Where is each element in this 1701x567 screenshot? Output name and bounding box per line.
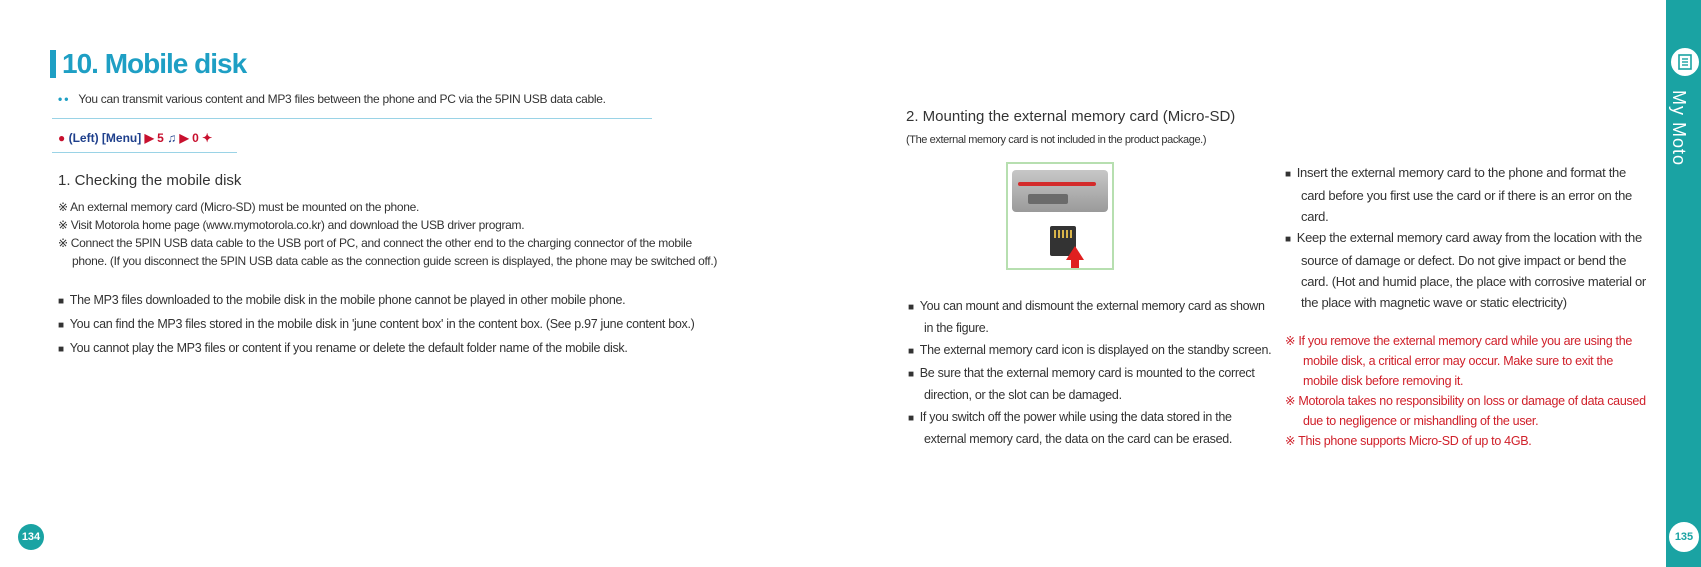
insert-arrow-stem bbox=[1071, 258, 1079, 268]
note-item: ※ Connect the 5PIN USB data cable to the USB port of PC, and connect the other end to the charging connector of the mobile bbox=[58, 236, 692, 250]
section-note: (The external memory card is not included in the product package.) bbox=[906, 134, 1207, 146]
bullet-item: ■ The external memory card icon is displayed on the standby screen. bbox=[908, 340, 1273, 362]
warning-item: ※ Motorola takes no responsibility on loss or damage of data caused due to negligence or mishandling of the user. bbox=[1285, 394, 1646, 428]
arrow-right-icon: ▶ bbox=[144, 131, 154, 145]
menu-path-step2: 0 bbox=[192, 131, 199, 145]
side-tab bbox=[1666, 0, 1701, 567]
divider-menu bbox=[52, 152, 237, 153]
card-notes-column bbox=[1285, 162, 1647, 451]
disk-icon: ✦ bbox=[202, 131, 213, 145]
phone-stripe bbox=[1018, 182, 1096, 186]
bullet-item: ■ You cannot play the MP3 files or content if you rename or delete the default folder name of the mobile disk. bbox=[58, 337, 798, 361]
card-slot bbox=[1028, 194, 1068, 204]
card-contacts bbox=[1054, 230, 1072, 238]
notes-block bbox=[58, 198, 798, 270]
phone-image bbox=[1012, 170, 1108, 212]
title-accent-bar bbox=[50, 50, 56, 78]
note-item: ※ Visit Motorola home page (www.mymotorola.co.kr) and download the USB driver program. bbox=[58, 218, 525, 232]
menu-path-step1: 5 bbox=[157, 131, 164, 145]
menu-path-start: (Left) [Menu] bbox=[68, 131, 142, 145]
page-title: 10. Mobile disk bbox=[62, 48, 247, 79]
bullet-item: ■ Be sure that the external memory card is mounted to the correct direction, or the slot can be damaged. bbox=[908, 363, 1273, 406]
red-dot-icon: ● bbox=[58, 131, 66, 145]
music-icon: ♫ bbox=[167, 131, 177, 145]
bullet-item: ■ You can find the MP3 files stored in the mobile disk in 'june content box' in the content box. (See p.97 june content box.) bbox=[58, 313, 798, 337]
page-number-left: 134 bbox=[18, 524, 44, 550]
menu-path bbox=[58, 131, 212, 145]
spacer bbox=[1285, 313, 1647, 331]
intro-text: You can transmit various content and MP3 files between the phone and PC via the 5PIN USB data cable. bbox=[78, 92, 606, 106]
warning-item: ※ If you remove the external memory card while you are using the mobile disk, a critical error may occur. Make sure to exit the mobile disk before removing it. bbox=[1285, 334, 1632, 388]
bullet-item: ■ Keep the external memory card away from the location with the source of damage or defect. Do not give impact or bend the card. (Hot and humid place, the place with corrosive material or the place with magnetic wave or static electricity) bbox=[1285, 227, 1647, 313]
warning-item: ※ This phone supports Micro-SD of up to 4GB. bbox=[1285, 434, 1532, 448]
note-item: phone. (If you disconnect the 5PIN USB data cable as the connection guide screen is displayed, the phone may be switched off.) bbox=[72, 254, 718, 268]
bullet-item: ■ Insert the external memory card to the phone and format the card before you first use the card or if there is an error on the card. bbox=[1285, 162, 1647, 227]
divider-top bbox=[52, 118, 652, 119]
memory-card-figure bbox=[1006, 162, 1114, 270]
mount-bullets bbox=[908, 296, 1273, 451]
bullet-item: ■ The MP3 files downloaded to the mobile disk in the mobile phone cannot be played in other mobile phone. bbox=[58, 289, 798, 313]
bullets-block bbox=[58, 289, 798, 361]
note-item: ※ An external memory card (Micro-SD) must be mounted on the phone. bbox=[58, 200, 420, 214]
page-number-right: 135 bbox=[1669, 522, 1699, 552]
section-title-checking: 1. Checking the mobile disk bbox=[58, 172, 242, 189]
side-tab-label: My Moto bbox=[1669, 90, 1689, 167]
intro-line bbox=[58, 92, 606, 106]
bullet-item: ■ If you switch off the power while using the data stored in the external memory card, the data on the card can be erased. bbox=[908, 407, 1273, 450]
arrow-right-icon: ▶ bbox=[179, 131, 189, 145]
bullet-dots-icon: •• bbox=[58, 92, 71, 106]
section-title-mounting: 2. Mounting the external memory card (Micro-SD) bbox=[906, 108, 1236, 125]
bullet-item: ■ You can mount and dismount the external memory card as shown in the figure. bbox=[908, 296, 1273, 339]
phone-book-icon bbox=[1669, 46, 1701, 78]
